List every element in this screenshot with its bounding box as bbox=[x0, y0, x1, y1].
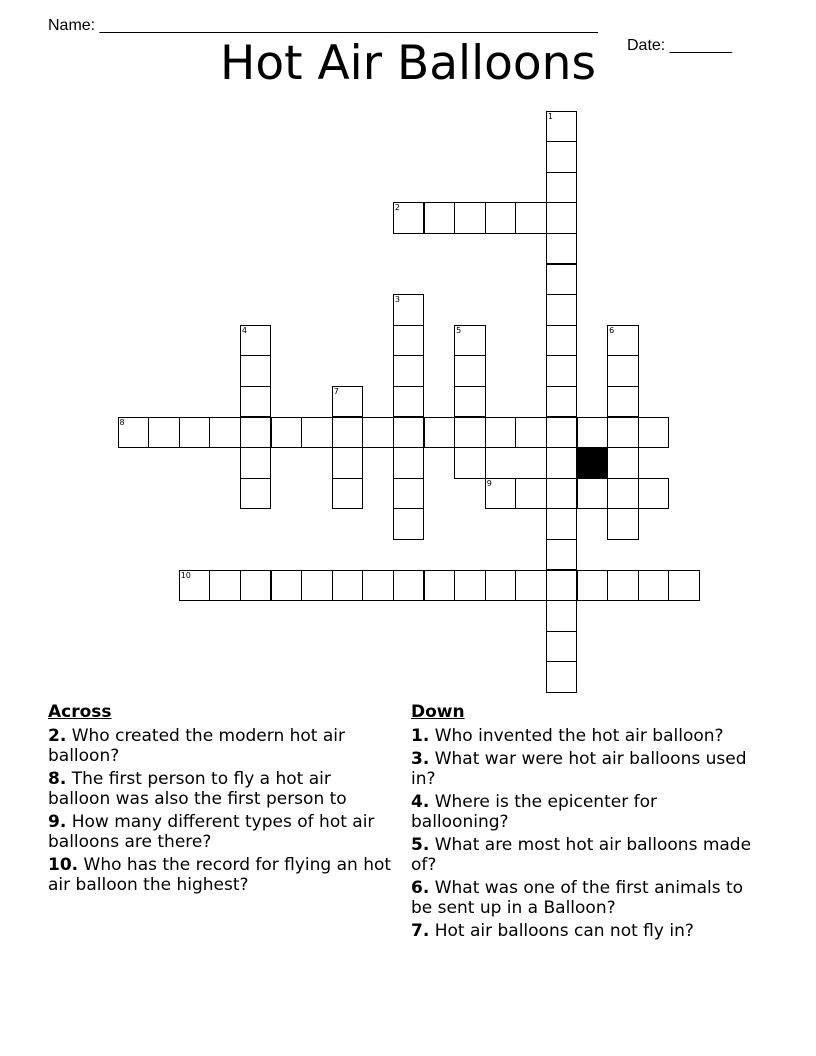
clue-number: 8. bbox=[48, 769, 67, 789]
clue-text: What are most hot air balloons made of? bbox=[411, 835, 752, 875]
grid-cell[interactable] bbox=[393, 325, 425, 357]
grid-cell[interactable] bbox=[607, 386, 639, 418]
grid-cell[interactable] bbox=[485, 202, 517, 234]
grid-cell[interactable] bbox=[546, 233, 578, 265]
grid-cell[interactable] bbox=[668, 570, 700, 602]
grid-cell[interactable] bbox=[454, 570, 486, 602]
grid-cell[interactable] bbox=[546, 202, 578, 234]
clue-text: Who has the record for flying an hot air balloon the highest? bbox=[48, 855, 392, 895]
black-square bbox=[577, 447, 609, 479]
clue-number: 5. bbox=[411, 835, 430, 855]
grid-cell[interactable] bbox=[393, 386, 425, 418]
grid-cell[interactable] bbox=[638, 570, 670, 602]
grid-cell[interactable] bbox=[546, 508, 578, 540]
clue-number: 3. bbox=[411, 749, 430, 769]
grid-cell[interactable] bbox=[546, 386, 578, 418]
grid-cell[interactable] bbox=[638, 417, 670, 449]
grid-cell[interactable] bbox=[454, 386, 486, 418]
grid-cell[interactable] bbox=[424, 202, 456, 234]
grid-cell[interactable] bbox=[301, 570, 333, 602]
clue-text: How many different types of hot air balloons are there? bbox=[48, 812, 375, 852]
grid-cell[interactable] bbox=[607, 355, 639, 387]
grid-cell[interactable] bbox=[118, 417, 150, 449]
grid-cell[interactable] bbox=[209, 417, 241, 449]
grid-cell[interactable] bbox=[546, 631, 578, 663]
date-field[interactable]: Date: _______ bbox=[627, 37, 732, 54]
grid-cell[interactable] bbox=[546, 141, 578, 173]
grid-cell[interactable] bbox=[546, 417, 578, 449]
grid-cell[interactable] bbox=[577, 417, 609, 449]
grid-cell[interactable] bbox=[546, 447, 578, 479]
grid-cell[interactable] bbox=[240, 386, 272, 418]
grid-cell[interactable] bbox=[332, 570, 364, 602]
grid-cell[interactable] bbox=[546, 172, 578, 204]
clue-number-label: 9 bbox=[486, 478, 492, 488]
grid-cell[interactable] bbox=[546, 325, 578, 357]
clue-number: 9. bbox=[48, 812, 67, 832]
clue-text: What war were hot air balloons used in? bbox=[411, 749, 747, 789]
grid-cell[interactable] bbox=[362, 417, 394, 449]
grid-cell[interactable] bbox=[607, 570, 639, 602]
clue-text: What was one of the first animals to be sent up in a Balloon? bbox=[411, 878, 744, 918]
grid-cell[interactable] bbox=[515, 570, 547, 602]
grid-cell[interactable] bbox=[546, 294, 578, 326]
grid-cell[interactable] bbox=[393, 447, 425, 479]
grid-cell[interactable] bbox=[362, 570, 394, 602]
clue-across-9 bbox=[48, 812, 393, 852]
grid-cell[interactable] bbox=[240, 417, 272, 449]
clue-number-label: 1 bbox=[547, 111, 553, 121]
grid-cell[interactable] bbox=[393, 202, 425, 234]
grid-cell[interactable] bbox=[424, 570, 456, 602]
grid-cell[interactable] bbox=[240, 325, 272, 357]
grid-cell[interactable] bbox=[332, 386, 364, 418]
clue-across-10 bbox=[48, 855, 393, 895]
clue-number-label: 10 bbox=[180, 570, 191, 580]
grid-cell[interactable] bbox=[546, 661, 578, 693]
grid-cell[interactable] bbox=[332, 478, 364, 510]
clue-across-8 bbox=[48, 769, 393, 809]
grid-cell[interactable] bbox=[240, 478, 272, 510]
grid-cell[interactable] bbox=[546, 600, 578, 632]
clue-number: 6. bbox=[411, 878, 430, 898]
down-clues bbox=[411, 702, 756, 944]
grid-cell[interactable] bbox=[546, 478, 578, 510]
across-clues bbox=[48, 702, 393, 898]
clue-number-label: 3 bbox=[394, 295, 400, 305]
grid-cell[interactable] bbox=[577, 478, 609, 510]
page-title: Hot Air Balloons bbox=[220, 36, 596, 91]
grid-cell[interactable] bbox=[607, 417, 639, 449]
grid-cell[interactable] bbox=[454, 417, 486, 449]
clue-number: 1. bbox=[411, 726, 430, 746]
grid-cell[interactable] bbox=[393, 417, 425, 449]
grid-cell[interactable] bbox=[454, 355, 486, 387]
clue-down-6 bbox=[411, 878, 756, 918]
clue-number-label: 4 bbox=[241, 325, 247, 335]
grid-cell[interactable] bbox=[301, 417, 333, 449]
grid-cell[interactable] bbox=[515, 202, 547, 234]
clue-number-label: 5 bbox=[456, 325, 462, 335]
grid-cell[interactable] bbox=[607, 508, 639, 540]
clue-down-4 bbox=[411, 792, 756, 832]
grid-cell[interactable] bbox=[179, 570, 211, 602]
grid-cell[interactable] bbox=[148, 417, 180, 449]
grid-cell[interactable] bbox=[515, 417, 547, 449]
grid-cell[interactable] bbox=[332, 447, 364, 479]
grid-cell[interactable] bbox=[454, 447, 486, 479]
grid-cell[interactable] bbox=[393, 478, 425, 510]
clue-text: Where is the epicenter for ballooning? bbox=[411, 792, 657, 832]
down-heading: Down bbox=[411, 702, 465, 722]
clue-number: 4. bbox=[411, 792, 430, 812]
clue-number-label: 2 bbox=[394, 203, 400, 213]
grid-cell[interactable] bbox=[515, 478, 547, 510]
clue-down-1 bbox=[411, 726, 756, 746]
grid-cell[interactable] bbox=[179, 417, 211, 449]
grid-cell[interactable] bbox=[546, 264, 578, 296]
grid-cell[interactable] bbox=[240, 355, 272, 387]
name-field[interactable]: Name: ________________________________________________________ bbox=[48, 17, 598, 34]
grid-cell[interactable] bbox=[638, 478, 670, 510]
clue-across-2 bbox=[48, 726, 393, 766]
clue-number-label: 7 bbox=[333, 386, 339, 396]
clue-number: 10. bbox=[48, 855, 79, 875]
clue-number-label: 6 bbox=[609, 325, 615, 335]
clue-down-7 bbox=[411, 921, 756, 941]
grid-cell[interactable] bbox=[485, 570, 517, 602]
clue-down-5 bbox=[411, 835, 756, 875]
clue-text: Who invented the hot air balloon? bbox=[434, 726, 724, 746]
grid-cell[interactable] bbox=[607, 478, 639, 510]
clue-down-3 bbox=[411, 749, 756, 789]
clue-number-label: 8 bbox=[119, 417, 125, 427]
across-heading: Across bbox=[48, 702, 112, 722]
grid-cell[interactable] bbox=[271, 570, 303, 602]
grid-cell[interactable] bbox=[607, 325, 639, 357]
grid-cell[interactable] bbox=[240, 570, 272, 602]
grid-cell[interactable] bbox=[271, 417, 303, 449]
grid-cell[interactable] bbox=[393, 508, 425, 540]
grid-cell[interactable] bbox=[485, 417, 517, 449]
grid-cell[interactable] bbox=[332, 417, 364, 449]
grid-cell[interactable] bbox=[424, 417, 456, 449]
clue-number: 7. bbox=[411, 921, 430, 941]
clue-number: 2. bbox=[48, 726, 67, 746]
grid-cell[interactable] bbox=[209, 570, 241, 602]
grid-cell[interactable] bbox=[546, 570, 578, 602]
grid-cell[interactable] bbox=[607, 447, 639, 479]
clue-text: Hot air balloons can not fly in? bbox=[434, 921, 694, 941]
grid-cell[interactable] bbox=[546, 111, 578, 143]
grid-cell[interactable] bbox=[577, 570, 609, 602]
grid-cell[interactable] bbox=[546, 539, 578, 571]
grid-cell[interactable] bbox=[393, 294, 425, 326]
grid-cell[interactable] bbox=[240, 447, 272, 479]
grid-cell[interactable] bbox=[393, 355, 425, 387]
clue-text: The first person to fly a hot air balloon was also the first person to bbox=[48, 769, 347, 809]
clue-text: Who created the modern hot air balloon? bbox=[48, 726, 346, 766]
grid-cell[interactable] bbox=[546, 355, 578, 387]
grid-cell[interactable] bbox=[393, 570, 425, 602]
grid-cell[interactable] bbox=[485, 478, 517, 510]
grid-cell[interactable] bbox=[454, 202, 486, 234]
grid-cell[interactable] bbox=[454, 325, 486, 357]
